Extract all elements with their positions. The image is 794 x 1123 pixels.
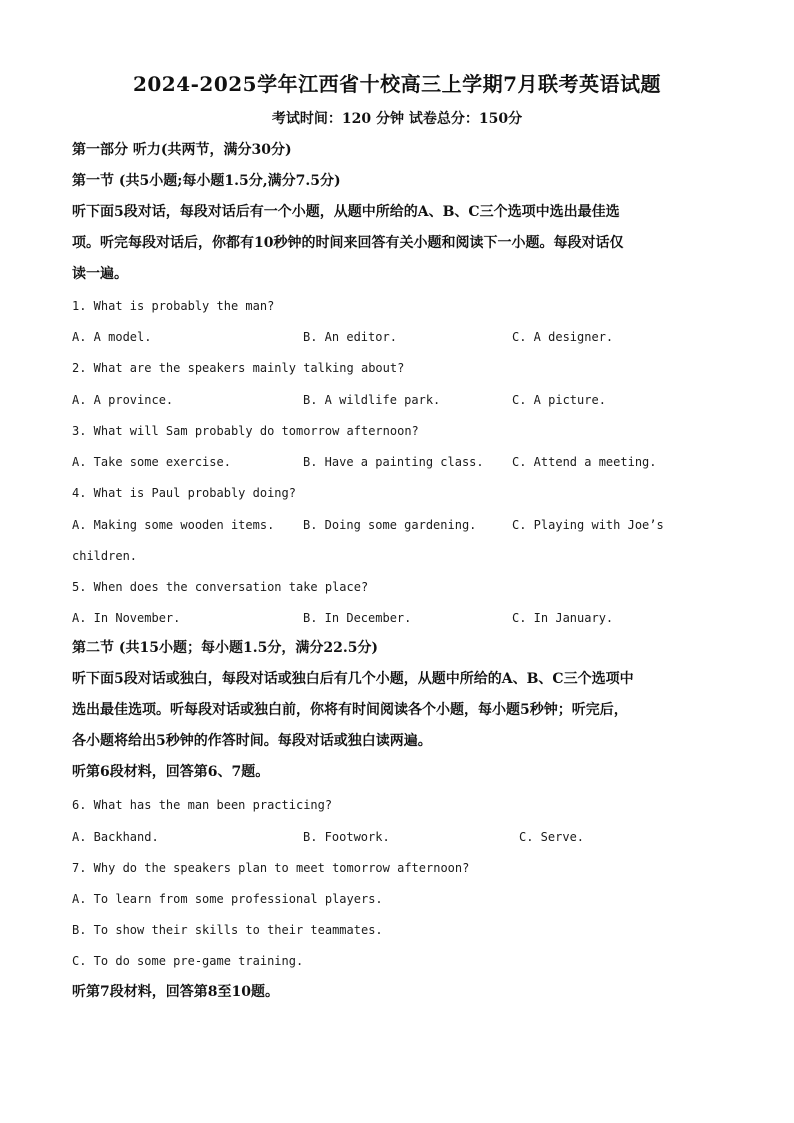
instruction-line: 听下面5段对话或独白，每段对话或独白后有几个小题，从题中所给的A、B、C三个选项中 <box>72 671 634 687</box>
question-stem: 6. What has the man been practicing? <box>72 798 333 812</box>
instruction-line: 听下面5段对话，每段对话后有一个小题，从题中所给的A、B、C三个选项中选出最佳选 <box>72 204 620 220</box>
option-b: B. An editor. <box>303 330 397 344</box>
question-stem: 7. Why do the speakers plan to meet tomorrow afternoon? <box>72 861 470 875</box>
exam-info: 考试时间：120 分钟 试卷总分：150分 <box>271 111 523 127</box>
option-c: C. Serve. <box>519 830 585 844</box>
option-c: C. Playing with Joe’s <box>512 518 664 532</box>
option-a: A. Take some exercise. <box>72 455 231 469</box>
option-c: C. A picture. <box>512 393 606 407</box>
option-c: C. Attend a meeting. <box>512 455 657 469</box>
option-b: B. To show their skills to their teammates. <box>72 923 383 937</box>
option-a: A. To learn from some professional players. <box>72 892 383 906</box>
option-a: A. A province. <box>72 393 174 407</box>
option-a: A. Making some wooden items. <box>72 518 275 532</box>
section1-heading: 第一节 (共5小题;每小题1.5分,满分7.5分) <box>72 173 341 189</box>
option-a: A. In November. <box>72 611 181 625</box>
option-b: B. Doing some gardening. <box>303 518 477 532</box>
option-c: C. In January. <box>512 611 614 625</box>
material-7-heading: 听第7段材料，回答第8至10题。 <box>72 984 279 1000</box>
option-c: C. To do some pre-game training. <box>72 954 304 968</box>
question-stem: 3. What will Sam probably do tomorrow afternoon? <box>72 424 419 438</box>
section1-instructions <box>72 197 732 290</box>
question-stem: 1. What is probably the man? <box>72 299 275 313</box>
page-title: 2024-2025学年江西省十校高三上学期7月联考英语试题 <box>132 72 662 96</box>
instruction-line: 选出最佳选项。听每段对话或独白前，你将有时间阅读各个小题，每小题5秒钟；听完后， <box>72 702 628 718</box>
option-c-continued: children. <box>72 549 138 563</box>
option-c: C. A designer. <box>512 330 614 344</box>
material-6-heading: 听第6段材料，回答第6、7题。 <box>72 764 270 780</box>
option-b: B. A wildlife park. <box>303 393 441 407</box>
section2-instructions <box>72 664 732 757</box>
question-stem: 4. What is Paul probably doing? <box>72 486 296 500</box>
part1-heading: 第一部分 听力(共两节，满分30分) <box>72 142 292 158</box>
instruction-line: 读一遍。 <box>72 266 128 282</box>
instruction-line: 各小题将给出5秒钟的作答时间。每段对话或独白读两遍。 <box>72 733 432 749</box>
instruction-line: 项。听完每段对话后，你都有10秒钟的时间来回答有关小题和阅读下一小题。每段对话仅 <box>72 235 624 251</box>
option-b: B. Have a painting class. <box>303 455 484 469</box>
option-b: B. In December. <box>303 611 412 625</box>
question-stem: 5. When does the conversation take place? <box>72 580 369 594</box>
option-b: B. Footwork. <box>303 830 390 844</box>
option-a: A. Backhand. <box>72 830 159 844</box>
section2-heading: 第二节 (共15小题；每小题1.5分，满分22.5分) <box>72 640 379 656</box>
option-a: A. A model. <box>72 330 152 344</box>
question-stem: 2. What are the speakers mainly talking about? <box>72 361 405 375</box>
